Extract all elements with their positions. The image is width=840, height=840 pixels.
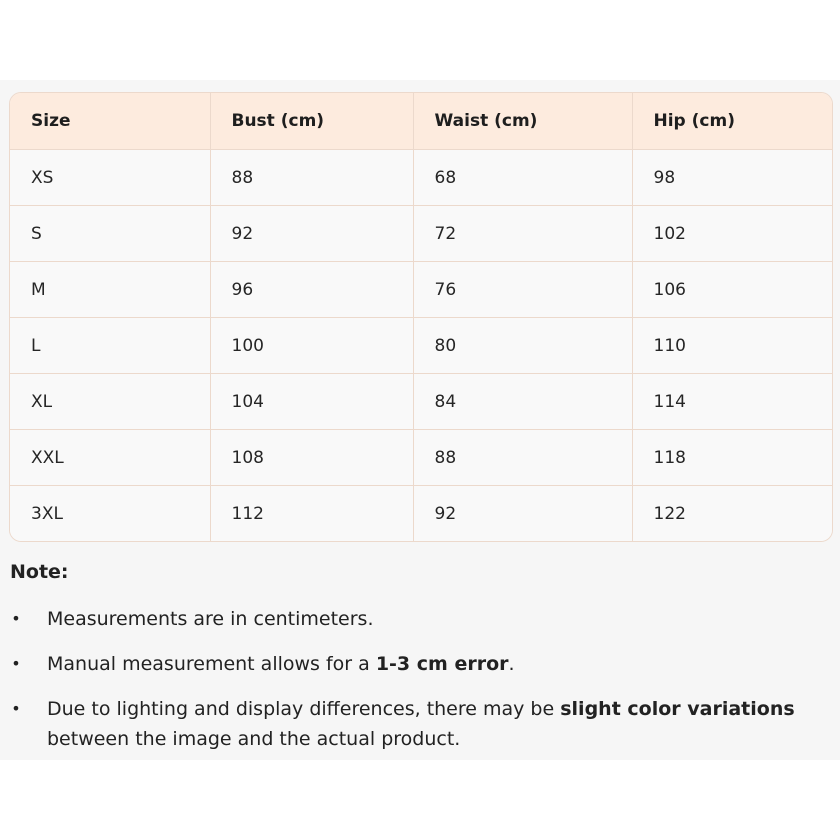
cell-size: 3XL (10, 486, 210, 542)
cell-bust: 112 (210, 486, 413, 542)
notes-section (10, 560, 810, 769)
note-emphasis: slight color variations (560, 698, 795, 720)
cell-waist: 68 (413, 150, 632, 206)
note-text: . (508, 653, 515, 675)
cell-bust: 100 (210, 318, 413, 374)
bullet-icon: • (11, 699, 21, 718)
table-row (10, 318, 832, 374)
cell-bust: 108 (210, 430, 413, 486)
cell-waist: 88 (413, 430, 632, 486)
note-title: Note: (10, 561, 69, 583)
cell-hip: 122 (632, 486, 832, 542)
note-text: Due to lighting and display differences, there may be (47, 698, 561, 720)
cell-bust: 96 (210, 262, 413, 318)
header-bust: Bust (cm) (210, 93, 413, 150)
cell-size: S (10, 206, 210, 262)
bullet-icon: • (11, 654, 21, 673)
note-text: Manual measurement allows for a (47, 653, 376, 675)
cell-waist: 92 (413, 486, 632, 542)
list-item (10, 604, 810, 634)
size-chart-panel (0, 80, 840, 760)
table-row (10, 262, 832, 318)
cell-bust: 88 (210, 150, 413, 206)
table-header-row (10, 93, 832, 150)
cell-waist: 76 (413, 262, 632, 318)
table-row (10, 374, 832, 430)
bullet-icon: • (11, 609, 21, 628)
cell-size: L (10, 318, 210, 374)
cell-bust: 92 (210, 206, 413, 262)
size-table-container (9, 92, 833, 542)
cell-waist: 84 (413, 374, 632, 430)
note-text: Measurements are in centimeters. (47, 608, 374, 630)
cell-hip: 98 (632, 150, 832, 206)
cell-bust: 104 (210, 374, 413, 430)
table-row (10, 486, 832, 542)
note-text: between the image and the actual product. (47, 728, 461, 750)
cell-hip: 102 (632, 206, 832, 262)
header-size: Size (10, 93, 210, 150)
size-table (10, 93, 832, 541)
header-waist: Waist (cm) (413, 93, 632, 150)
list-item (10, 694, 810, 754)
cell-hip: 106 (632, 262, 832, 318)
notes-list (10, 604, 810, 754)
cell-size: M (10, 262, 210, 318)
table-row (10, 430, 832, 486)
note-emphasis: 1-3 cm error (375, 653, 509, 675)
cell-size: XL (10, 374, 210, 430)
list-item (10, 649, 810, 679)
table-row (10, 150, 832, 206)
cell-waist: 72 (413, 206, 632, 262)
cell-hip: 114 (632, 374, 832, 430)
header-hip: Hip (cm) (632, 93, 832, 150)
table-row (10, 206, 832, 262)
cell-hip: 118 (632, 430, 832, 486)
cell-size: XS (10, 150, 210, 206)
cell-size: XXL (10, 430, 210, 486)
cell-waist: 80 (413, 318, 632, 374)
cell-hip: 110 (632, 318, 832, 374)
